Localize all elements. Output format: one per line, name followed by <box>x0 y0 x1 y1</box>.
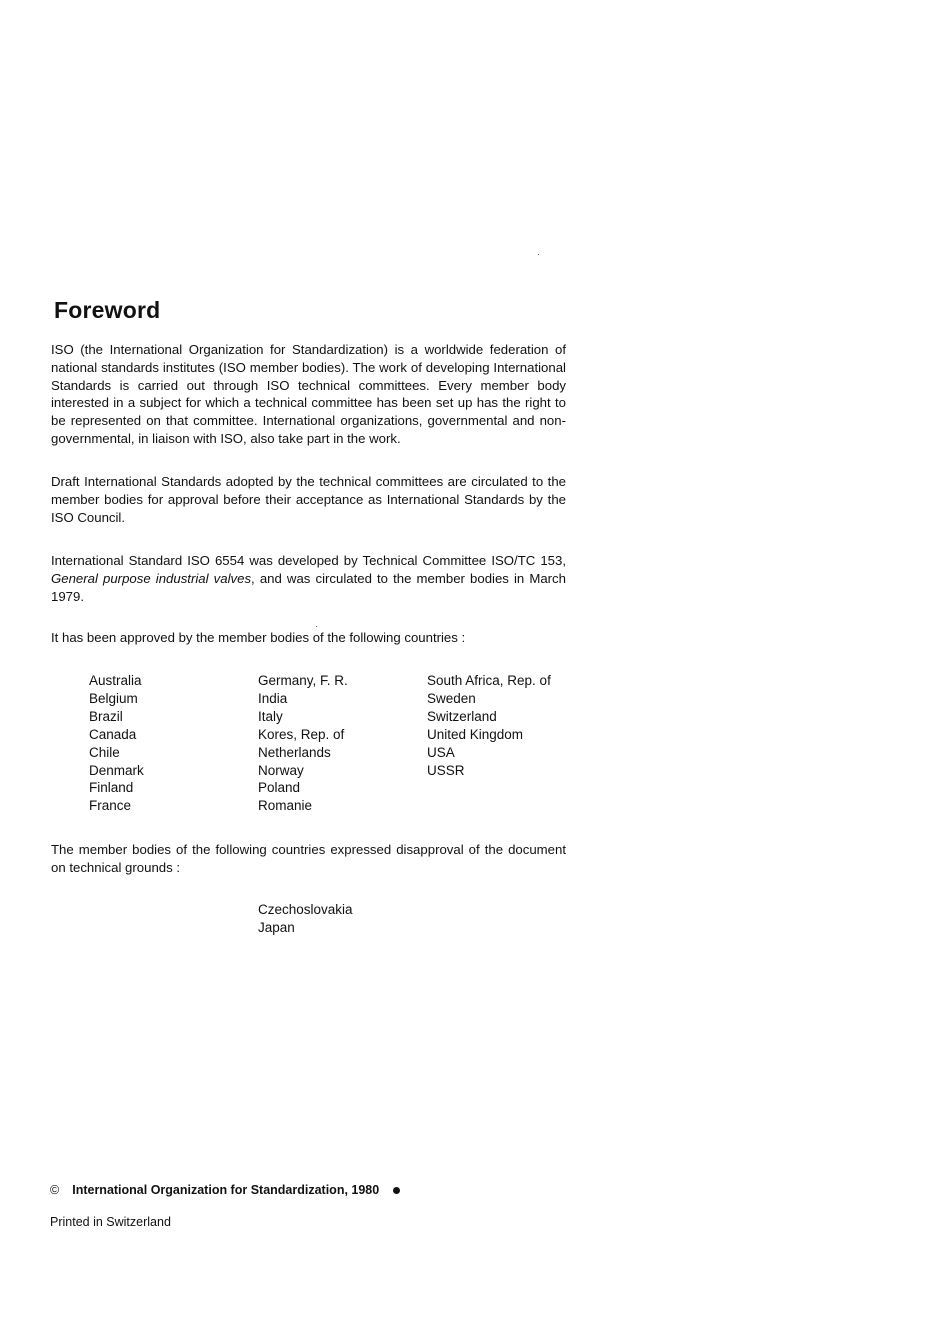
bullet-icon <box>393 1187 400 1194</box>
country-item: Japan <box>258 919 295 935</box>
country-item: South Africa, Rep. of <box>427 673 551 688</box>
copyright-text: International Organization for Standardization, 1980 <box>72 1183 380 1197</box>
country-item: Finland <box>89 780 134 796</box>
country-item: USA <box>427 744 455 760</box>
development-tail-text: , and was circulated to the member bodies in March 1979. <box>51 570 566 604</box>
foreword-paragraph-development <box>51 552 566 605</box>
country-item: Brazil <box>89 708 123 724</box>
country-item: Switzerland <box>427 708 497 724</box>
country-item: Canada <box>89 726 137 742</box>
scan-speck <box>538 254 539 255</box>
printed-in-line: Printed in Switzerland <box>50 1215 171 1229</box>
foreword-heading: Foreword <box>54 297 161 323</box>
country-item: Sweden <box>427 690 476 706</box>
development-lead-text: International Standard ISO 6554 was developed by Technical Committee ISO/TC 153, <box>51 553 566 568</box>
country-item: Chile <box>89 744 120 760</box>
country-item: Norway <box>258 762 304 778</box>
approving-countries-column-1 <box>89 672 144 815</box>
committee-title: General purpose industrial valves <box>51 570 252 586</box>
scan-speck <box>316 626 317 627</box>
country-item: Australia <box>89 673 142 688</box>
country-item: Belgium <box>89 690 138 706</box>
country-item: Germany, F. R. <box>258 673 348 688</box>
country-item: Italy <box>258 708 283 724</box>
country-item: Netherlands <box>258 744 331 760</box>
country-item: Denmark <box>89 762 144 778</box>
foreword-paragraph-iso: ISO (the International Organization for Standardization) is a worldwide federation of national standards institutes (ISO member bodies). The work of developing International Standards is carried out through ISO technical committees. Every member body interested in a subject for which a technical committee has been set up has the right to be represented on that committee. International organizations, governmental and non-governmental, in liaison with ISO, also take part in the work. <box>51 342 566 446</box>
country-item: Poland <box>258 780 301 796</box>
copyright-icon: © <box>50 1183 60 1197</box>
country-item: Romanie <box>258 798 313 814</box>
disapproving-countries-list <box>258 901 353 937</box>
country-item: United Kingdom <box>427 726 524 742</box>
country-item: Czechoslovakia <box>258 902 353 917</box>
country-item: France <box>89 798 132 814</box>
approving-countries-column-3 <box>427 672 551 779</box>
foreword-paragraph-draft-standards: Draft International Standards adopted by the technical committees are circulated to the member bodies for approval before their acceptance as International Standards by the ISO Council. <box>51 474 566 525</box>
approval-intro: It has been approved by the member bodies of the following countries : <box>51 630 466 645</box>
country-item: USSR <box>427 762 465 778</box>
copyright-line <box>50 1183 400 1197</box>
country-item: India <box>258 690 288 706</box>
approving-countries-column-2 <box>258 672 348 815</box>
disapproval-intro: The member bodies of the following countries expressed disapproval of the document on technical grounds : <box>51 842 566 875</box>
country-item: Kores, Rep. of <box>258 726 345 742</box>
